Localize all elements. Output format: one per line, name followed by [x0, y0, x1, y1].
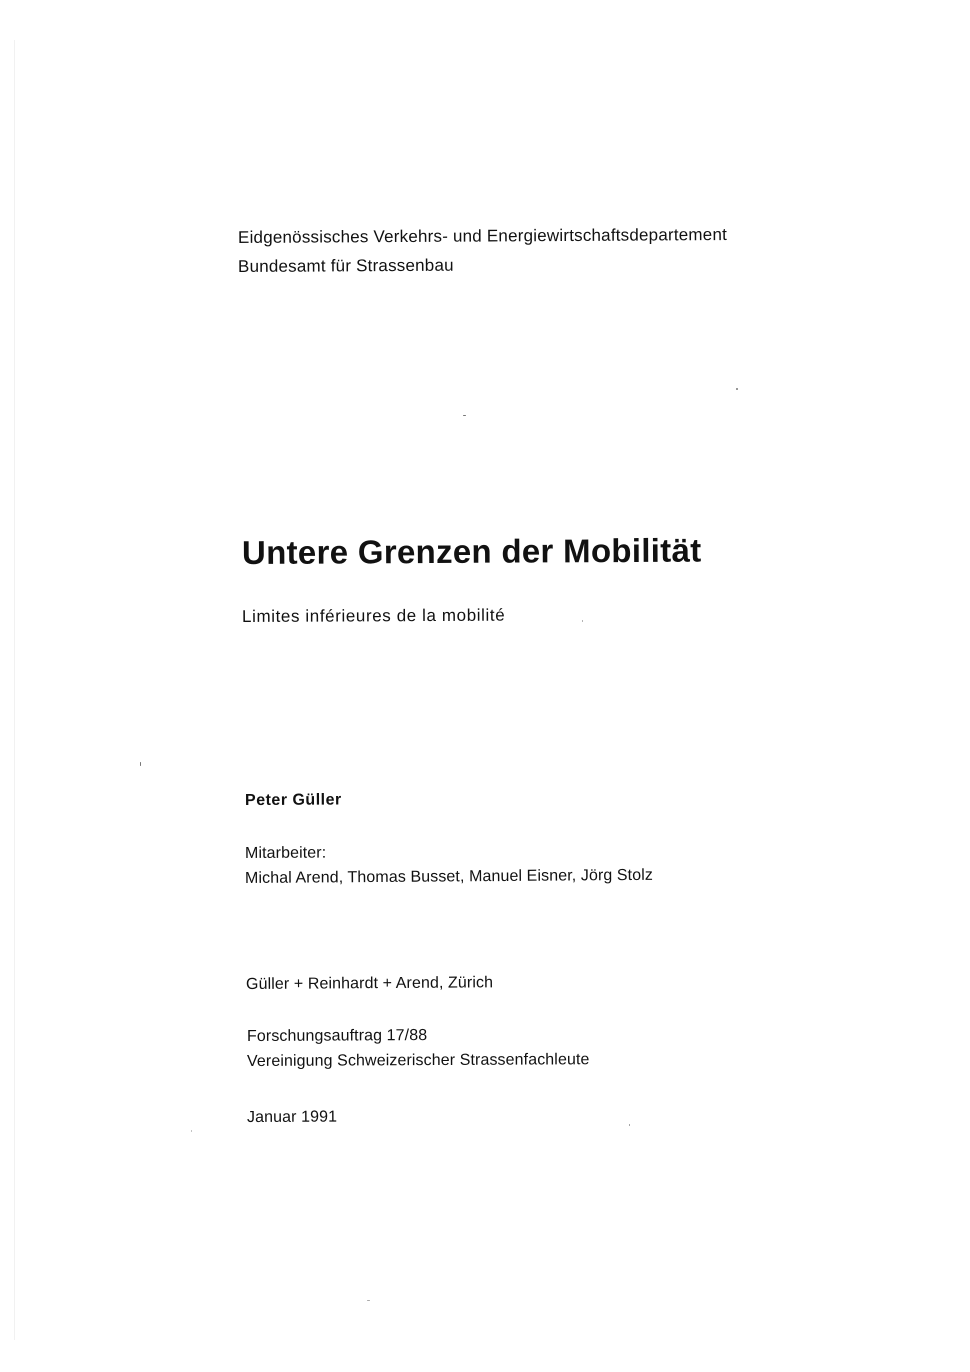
collaborators-list: Michal Arend, Thomas Busset, Manuel Eisner, Jörg Stolz: [244, 866, 654, 887]
scan-speck: [367, 1300, 370, 1301]
publication-date: Januar 1991: [246, 1108, 338, 1126]
document-title: Untere Grenzen der Mobilität: [241, 531, 702, 571]
author-name: Peter Güller: [244, 791, 342, 809]
scan-speck: [140, 762, 141, 766]
scan-speck: [736, 388, 738, 390]
publisher-firm: Güller + Reinhardt + Arend, Zürich: [245, 974, 494, 993]
scan-edge: [14, 40, 15, 1340]
research-order: Forschungsauftrag 17/88: [246, 1027, 428, 1045]
scan-speck: [191, 1130, 192, 1132]
document-subtitle: Limites inférieures de la mobilité: [241, 605, 506, 626]
scan-speck: [463, 415, 466, 416]
association-name: Vereinigung Schweizerischer Strassenfachleute: [246, 1051, 590, 1070]
scan-speck: [629, 1124, 630, 1126]
collaborators-label: Mitarbeiter:: [244, 844, 327, 862]
scan-speck: [582, 620, 583, 622]
office-line: Bundesamt für Strassenbau: [237, 255, 454, 276]
department-line: Eidgenössisches Verkehrs- und Energiewirtschaftsdepartement: [237, 225, 728, 247]
